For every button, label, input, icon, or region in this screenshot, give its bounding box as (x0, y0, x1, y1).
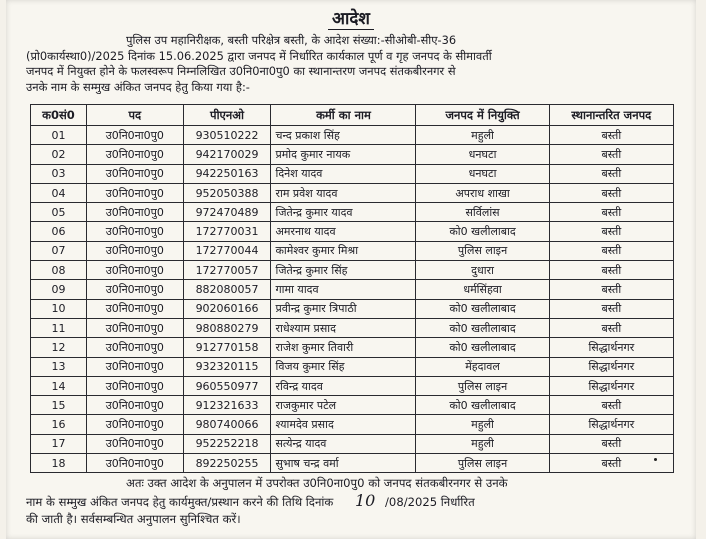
cell-posting: पुलिस लाइन (416, 241, 549, 260)
footer-line: की जाती है। सर्वसम्बन्धित अनुपालन सुनिश्चित करें। (26, 512, 241, 526)
intro-line: (प्रो0कार्यस्था0)/2025 दिनांक 15.06.2025 द्वारा जनपद में निर्धारित कार्यकाल पूर्ण व गृह जनपद के सीमावर्ती (26, 48, 492, 63)
table-row (31, 241, 674, 260)
cell-transfer-district: बस्ती (549, 222, 673, 241)
handwritten-date: 10 (354, 491, 376, 510)
cell-post: उ0नि0ना0पु0 (86, 454, 183, 473)
cell-pno: 172770044 (183, 241, 271, 260)
header-name: कर्मी का नाम (271, 105, 416, 126)
cell-name: चन्द प्रकाश सिंह (271, 126, 416, 145)
cell-serial: 11 (31, 318, 87, 337)
cell-post: उ0नि0ना0पु0 (86, 415, 183, 434)
cell-posting: दुधारा (416, 261, 549, 280)
cell-name: सत्येन्द्र यादव (271, 434, 416, 453)
cell-serial: 16 (31, 415, 87, 434)
cell-name: रविन्द्र यादव (271, 376, 416, 395)
cell-transfer-district: सिद्धार्थनगर (549, 376, 673, 395)
cell-posting: धनघटा (416, 164, 549, 183)
cell-transfer-district: सिद्धार्थनगर (549, 415, 673, 434)
cell-transfer-district: बस्ती (549, 299, 673, 318)
cell-posting: धर्मसिंहवा (416, 280, 549, 299)
cell-name: कामेश्वर कुमार मिश्रा (271, 241, 416, 260)
cell-pno: 952050388 (183, 183, 271, 202)
cell-post: उ0नि0ना0पु0 (86, 357, 183, 376)
cell-post: उ0नि0ना0पु0 (86, 376, 183, 395)
table-row (31, 126, 674, 145)
cell-posting: अपराध शाखा (416, 183, 549, 202)
cell-post: उ0नि0ना0पु0 (86, 222, 183, 241)
cell-post: उ0नि0ना0पु0 (86, 338, 183, 357)
header-transfer-district: स्थानान्तरित जनपद (549, 105, 673, 126)
cell-serial: 10 (31, 299, 87, 318)
cell-post: उ0नि0ना0पु0 (86, 261, 183, 280)
cell-transfer-district: बस्ती (549, 454, 673, 473)
cell-transfer-district: बस्ती (549, 145, 673, 164)
cell-pno: 952252218 (183, 434, 271, 453)
cell-pno: 912770158 (183, 338, 271, 357)
cell-name: राजेश कुमार तिवारी (271, 338, 416, 357)
cell-name: प्रमोद कुमार नायक (271, 145, 416, 164)
table-row (31, 454, 674, 473)
cell-posting: धनघटा (416, 145, 549, 164)
cell-transfer-district: बस्ती (549, 261, 673, 280)
document-title: आदेश (6, 6, 696, 29)
cell-name: गामा यादव (271, 280, 416, 299)
table-row (31, 376, 674, 395)
cell-serial: 18 (31, 454, 87, 473)
cell-serial: 14 (31, 376, 87, 395)
cell-post: उ0नि0ना0पु0 (86, 203, 183, 222)
cell-pno: 930510222 (183, 126, 271, 145)
table-row (31, 415, 674, 434)
table-row (31, 318, 674, 337)
cell-serial: 02 (31, 145, 87, 164)
cell-pno: 932320115 (183, 357, 271, 376)
header-pno: पीएनओ (183, 105, 271, 126)
cell-serial: 12 (31, 338, 87, 357)
cell-transfer-district: बस्ती (549, 164, 673, 183)
cell-post: उ0नि0ना0पु0 (86, 280, 183, 299)
cell-post: उ0नि0ना0पु0 (86, 318, 183, 337)
cell-pno: 892250255 (183, 454, 271, 473)
cell-posting: को0 खलीलाबाद (416, 338, 549, 357)
cell-transfer-district: बस्ती (549, 434, 673, 453)
footer-line (26, 492, 680, 511)
cell-name: जितेन्द्र कुमार यादव (271, 203, 416, 222)
cell-transfer-district: सिद्धार्थनगर (549, 338, 673, 357)
cell-post: उ0नि0ना0पु0 (86, 183, 183, 202)
cell-transfer-district: बस्ती (549, 203, 673, 222)
cell-name: श्यामदेव प्रसाद (271, 415, 416, 434)
table-row (31, 299, 674, 318)
cell-posting: मेंहदावल (416, 357, 549, 376)
cell-pno: 912321633 (183, 396, 271, 415)
cell-post: उ0नि0ना0पु0 (86, 396, 183, 415)
cell-serial: 06 (31, 222, 87, 241)
table-row (31, 434, 674, 453)
header-serial: क0सं0 (31, 105, 87, 126)
footer-line-text: /08/2025 निर्धारित (385, 495, 475, 509)
cell-pno: 972470489 (183, 203, 271, 222)
cell-posting: महुली (416, 415, 549, 434)
table-row (31, 261, 674, 280)
cell-posting: को0 खलीलाबाद (416, 396, 549, 415)
cell-transfer-district: बस्ती (549, 318, 673, 337)
cell-pno: 172770057 (183, 261, 271, 280)
cell-name: विजय कुमार सिंह (271, 357, 416, 376)
cell-post: उ0नि0ना0पु0 (86, 145, 183, 164)
cell-transfer-district: बस्ती (549, 396, 673, 415)
cell-transfer-district: बस्ती (549, 280, 673, 299)
cell-post: उ0नि0ना0पु0 (86, 241, 183, 260)
cell-serial: 04 (31, 183, 87, 202)
table-row (31, 203, 674, 222)
cell-serial: 08 (31, 261, 87, 280)
cell-post: उ0नि0ना0पु0 (86, 434, 183, 453)
cell-serial: 17 (31, 434, 87, 453)
intro-paragraph (26, 33, 676, 95)
cell-posting: को0 खलीलाबाद (416, 222, 549, 241)
cell-pno: 942250163 (183, 164, 271, 183)
cell-name: राधेश्याम प्रसाद (271, 318, 416, 337)
header-posting: जनपद में नियुक्ति (416, 105, 549, 126)
cell-name: प्रवीन्द्र कुमार त्रिपाठी (271, 299, 416, 318)
table-row (31, 396, 674, 415)
cell-serial: 09 (31, 280, 87, 299)
table-row (31, 338, 674, 357)
cell-posting: को0 खलीलाबाद (416, 318, 549, 337)
cell-pno: 902060166 (183, 299, 271, 318)
intro-line: जनपद में नियुक्त होने के फलस्वरूप निम्नलिखित उ0नि0ना0पु0 का स्थानान्तरण जनपद संतकबीरनगर से (26, 64, 456, 78)
cell-name: जितेन्द्र कुमार सिंह (271, 261, 416, 280)
cell-serial: 15 (31, 396, 87, 415)
document-page (6, 0, 696, 539)
cell-name: दिनेश यादव (271, 164, 416, 183)
cell-posting: महुली (416, 126, 549, 145)
cell-pno: 942170029 (183, 145, 271, 164)
cell-serial: 05 (31, 203, 87, 222)
table-row (31, 183, 674, 202)
cell-posting: पुलिस लाइन (416, 376, 549, 395)
table-row (31, 357, 674, 376)
table-row (31, 222, 674, 241)
intro-line: पुलिस उप महानिरीक्षक, बस्ती परिक्षेत्र बस्ती, के आदेश संख्या:-सीओबी-सीए-36 (126, 33, 457, 47)
cell-pno: 980880279 (183, 318, 271, 337)
cell-post: उ0नि0ना0पु0 (86, 126, 183, 145)
cell-name: राजकुमार पटेल (271, 396, 416, 415)
footer-line-text: नाम के सम्मुख अंकित जनपद हेतु कार्यमुक्त/प्रस्थान करने की तिथि दिनांक (26, 495, 334, 509)
footer-line: अतः उक्त आदेश के अनुपालन में उपरोक्त उ0नि0ना0पु0 को जनपद संतकबीरनगर से उनके (126, 476, 508, 490)
table-row (31, 164, 674, 183)
ink-dot (654, 458, 657, 461)
cell-serial: 01 (31, 126, 87, 145)
cell-posting: महुली (416, 434, 549, 453)
cell-post: उ0नि0ना0पु0 (86, 299, 183, 318)
header-post: पद (86, 105, 183, 126)
cell-transfer-district: बस्ती (549, 183, 673, 202)
cell-pno: 960550977 (183, 376, 271, 395)
transfer-table (30, 104, 674, 473)
cell-name: राम प्रवेश यादव (271, 183, 416, 202)
cell-posting: सर्विलांस (416, 203, 549, 222)
intro-line: उनके नाम के सम्मुख अंकित जनपद हेतु किया गया है:- (26, 79, 250, 94)
cell-transfer-district: सिद्धार्थनगर (549, 357, 673, 376)
cell-pno: 980740066 (183, 415, 271, 434)
table-header-row (31, 105, 674, 126)
footer-paragraph (26, 475, 680, 528)
cell-serial: 13 (31, 357, 87, 376)
table-row (31, 145, 674, 164)
cell-pno: 172770031 (183, 222, 271, 241)
table-row (31, 280, 674, 299)
cell-pno: 882080057 (183, 280, 271, 299)
cell-transfer-district: बस्ती (549, 241, 673, 260)
cell-posting: पुलिस लाइन (416, 454, 549, 473)
cell-posting: को0 खलीलाबाद (416, 299, 549, 318)
cell-serial: 07 (31, 241, 87, 260)
cell-name: सुभाष चन्द्र वर्मा (271, 454, 416, 473)
cell-transfer-district: बस्ती (549, 126, 673, 145)
cell-serial: 03 (31, 164, 87, 183)
cell-name: अमरनाथ यादव (271, 222, 416, 241)
cell-post: उ0नि0ना0पु0 (86, 164, 183, 183)
